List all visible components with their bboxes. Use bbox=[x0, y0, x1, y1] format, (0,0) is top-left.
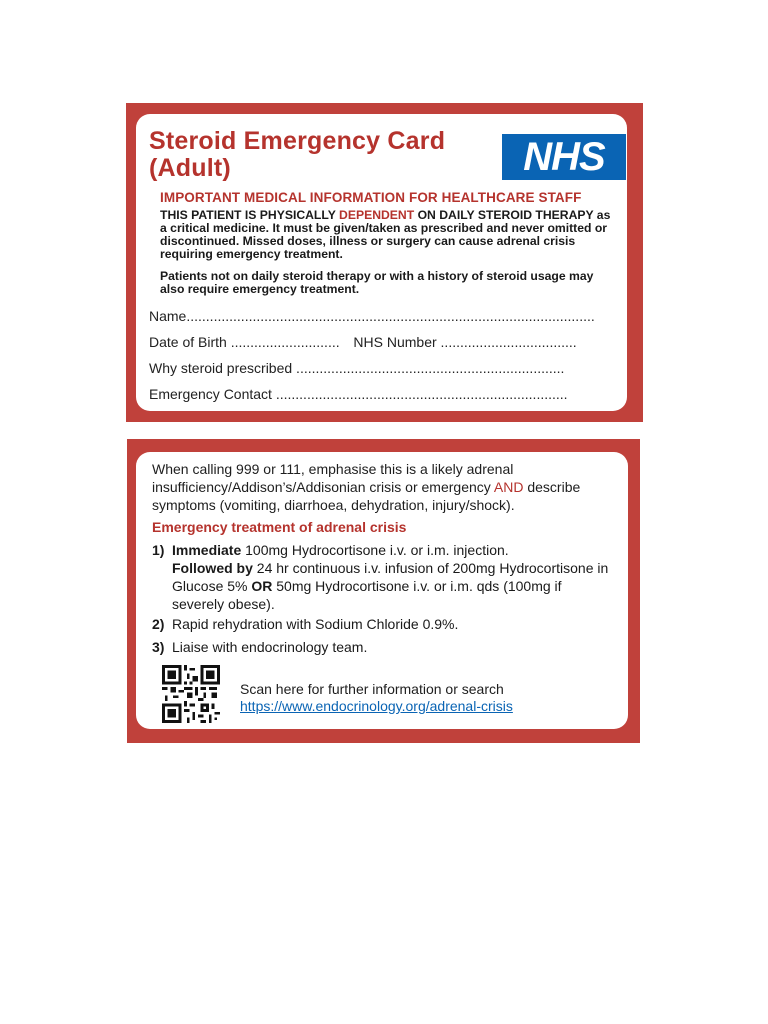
non-daily-warning: Patients not on daily steroid therapy or with a history of steroid usage may also require emergency treatment. bbox=[160, 269, 594, 296]
dependency-warning-end: ON DAILY STEROID THERAPY as a critical medicine. It must be given/taken as prescribed and never omitted or discontinued. Missed doses, illness or surgery can cause adrenal crisis requiring emergency treatment. bbox=[160, 208, 611, 261]
qr-code-icon[interactable] bbox=[160, 665, 222, 723]
why-prescribed-field: Why steroid prescribed ..................................................................... bbox=[149, 360, 565, 376]
step-number: 3) bbox=[152, 639, 165, 655]
step-text: Liaise with endocrinology team. bbox=[172, 639, 368, 655]
calling-instructions-start: When calling 999 or 111, emphasise this is a likely adrenal insufficiency/Addison’s/Addisonian crisis or emergency bbox=[152, 461, 514, 495]
step-text-part: 100mg Hydrocortisone i.v. or i.m. injection. bbox=[241, 542, 509, 558]
step-number: 1) bbox=[152, 542, 165, 558]
step-text-part: 24 hr continuous i.v. infusion of 200mg Hydrocortisone in Glucose 5% bbox=[172, 560, 609, 594]
card-subheading: IMPORTANT MEDICAL INFORMATION FOR HEALTHCARE STAFF bbox=[160, 190, 582, 205]
card-front bbox=[126, 103, 643, 422]
dependency-highlight: DEPENDENT bbox=[339, 208, 415, 222]
dob-field: Date of Birth ............................ bbox=[149, 334, 340, 350]
dob-nhs-row bbox=[149, 334, 577, 350]
calling-instructions bbox=[152, 460, 632, 514]
treatment-step-1 bbox=[152, 541, 612, 613]
step-bold-immediate: Immediate bbox=[172, 542, 242, 558]
card-title-line2: (Adult) bbox=[149, 154, 231, 182]
card-front-panel bbox=[136, 114, 627, 411]
card-title bbox=[149, 128, 445, 182]
treatment-step-2 bbox=[152, 615, 612, 633]
step-number: 2) bbox=[152, 616, 165, 632]
adrenal-crisis-link[interactable]: https://www.endocrinology.org/adrenal-crisis bbox=[240, 698, 513, 714]
emergency-contact-field: Emergency Contact ........................................................................... bbox=[149, 386, 568, 402]
calling-and-highlight: AND bbox=[493, 479, 524, 495]
card-back bbox=[127, 439, 640, 743]
nhs-number-field: NHS Number ................................... bbox=[353, 334, 577, 350]
name-field: Name......................................................................................................... bbox=[149, 308, 595, 324]
calling-instructions-end: describe symptoms (vomiting, diarrhoea, dehydration, injury/shock). bbox=[152, 479, 581, 513]
step-text bbox=[172, 541, 612, 613]
step-bold-or: OR bbox=[251, 578, 273, 594]
card-title-line1: Steroid Emergency Card bbox=[149, 127, 446, 155]
treatment-heading: Emergency treatment of adrenal crisis bbox=[152, 519, 407, 535]
dependency-warning bbox=[160, 209, 620, 261]
card-back-panel bbox=[136, 452, 628, 729]
scan-instructions: Scan here for further information or search bbox=[240, 681, 504, 697]
treatment-step-3 bbox=[152, 638, 612, 656]
step-text: Rapid rehydration with Sodium Chloride 0.9%. bbox=[172, 616, 459, 632]
nhs-logo: NHS bbox=[502, 134, 626, 180]
dependency-warning-start: THIS PATIENT IS PHYSICALLY bbox=[160, 208, 340, 222]
step-bold-followed-by: Followed by bbox=[172, 560, 253, 576]
step-text-part: 50mg Hydrocortisone i.v. or i.m. qds (100mg if severely obese). bbox=[172, 578, 562, 612]
